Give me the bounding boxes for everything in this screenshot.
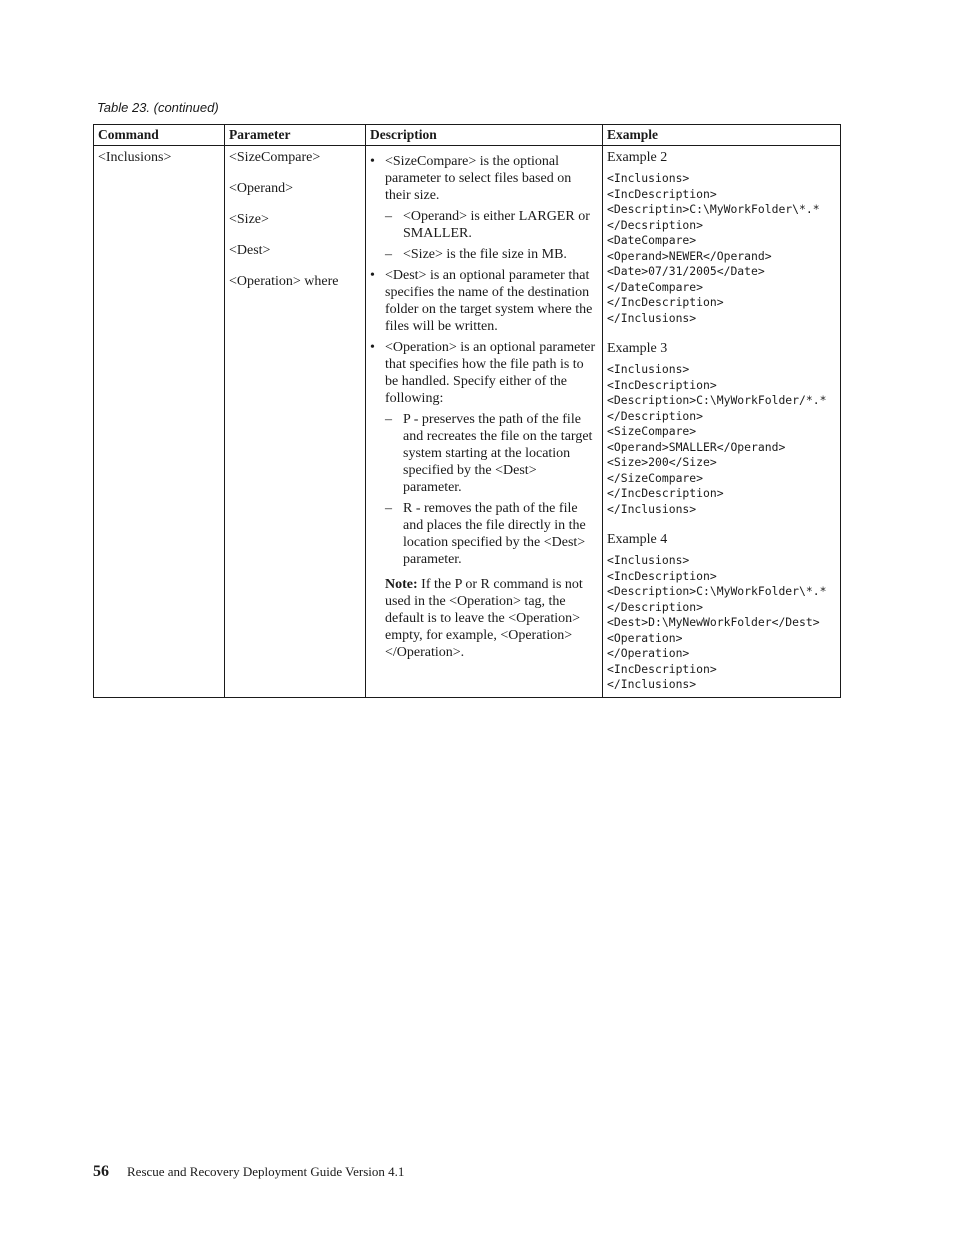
example-4-code: <Inclusions> <IncDescription> <Description>C:\MyWorkFolder\*.* </Description> <Dest>D:\MyNewWorkFolder</Dest> <Operation> </Operation> <IncDescription> </Inclusions> — [607, 553, 827, 691]
description-item-operation — [370, 339, 598, 568]
page-footer — [93, 1163, 404, 1181]
example-3-code: <Inclusions> <IncDescription> <Description>C:\MyWorkFolder/*.* </Description> <SizeCompare> <Operand>SMALLER</Operand> <Size>200</Size> </SizeCompare> </IncDescription> </Inclusions> — [607, 362, 827, 516]
table-header-row — [94, 125, 841, 146]
example-3-title: Example 3 — [607, 341, 668, 356]
header-example: Example — [603, 125, 841, 146]
example-cell — [603, 146, 841, 698]
parameter-operation: <Operation> where — [229, 274, 339, 289]
sub-item-preserve: – P - preserves the path of the file and recreates the file on the target system starting at the location specified by the <Dest> parameter. — [385, 411, 598, 496]
note-label: Note: — [385, 577, 418, 592]
example-2-code: <Inclusions> <IncDescription> <Descriptin>C:\MyWorkFolder\*.* </Decsription> <DateCompare> <Operand>NEWER</Operand> <Date>07/31/2005</Date> </DateCompare> </IncDescription> </Inclusions> — [607, 171, 820, 325]
sub-item-operand: – <Operand> is either LARGER or SMALLER. — [385, 208, 598, 242]
description-cell — [366, 146, 603, 698]
sub-item-remove: – R - removes the path of the file and places the file directly in the location specified by the <Dest> parameter. — [385, 500, 598, 568]
header-parameter: Parameter — [225, 125, 366, 146]
parameter-cell — [225, 146, 366, 698]
parameter-dest: <Dest> — [229, 243, 271, 258]
page-number: 56 — [93, 1163, 109, 1180]
sub-list — [385, 208, 598, 263]
header-command: Command — [94, 125, 225, 146]
inclusions-table — [93, 124, 841, 698]
sub-item-size: – <Size> is the file size in MB. — [385, 246, 598, 263]
table-row — [94, 146, 841, 698]
command-name: <Inclusions> — [98, 150, 172, 165]
header-description: Description — [366, 125, 603, 146]
description-text: <Operation> is an optional parameter that specifies how the file path is to be handled. Specify either of the following: — [385, 340, 596, 406]
description-list — [370, 153, 598, 568]
description-item-sizecompare — [370, 153, 598, 263]
table-caption: Table 23. (continued) — [97, 100, 219, 115]
note-text: If the P or R command is not used in the <Operation> tag, the default is to leave the <Operation> empty, for example, <Operation></Operation>. — [385, 577, 583, 660]
command-cell — [94, 146, 225, 698]
sub-list — [385, 411, 598, 568]
parameter-operand: <Operand> — [229, 181, 293, 196]
description-item-dest: • <Dest> is an optional parameter that specifies the name of the destination folder on the target system where the files will be written. — [370, 267, 598, 335]
example-4-title: Example 4 — [607, 532, 668, 547]
example-2-title: Example 2 — [607, 150, 668, 165]
parameter-sizecompare: <SizeCompare> — [229, 150, 321, 165]
parameter-size: <Size> — [229, 212, 269, 227]
note — [385, 576, 598, 661]
document-title: Rescue and Recovery Deployment Guide Version 4.1 — [127, 1164, 405, 1179]
description-text: <SizeCompare> is the optional parameter to select files based on their size. — [385, 154, 572, 203]
